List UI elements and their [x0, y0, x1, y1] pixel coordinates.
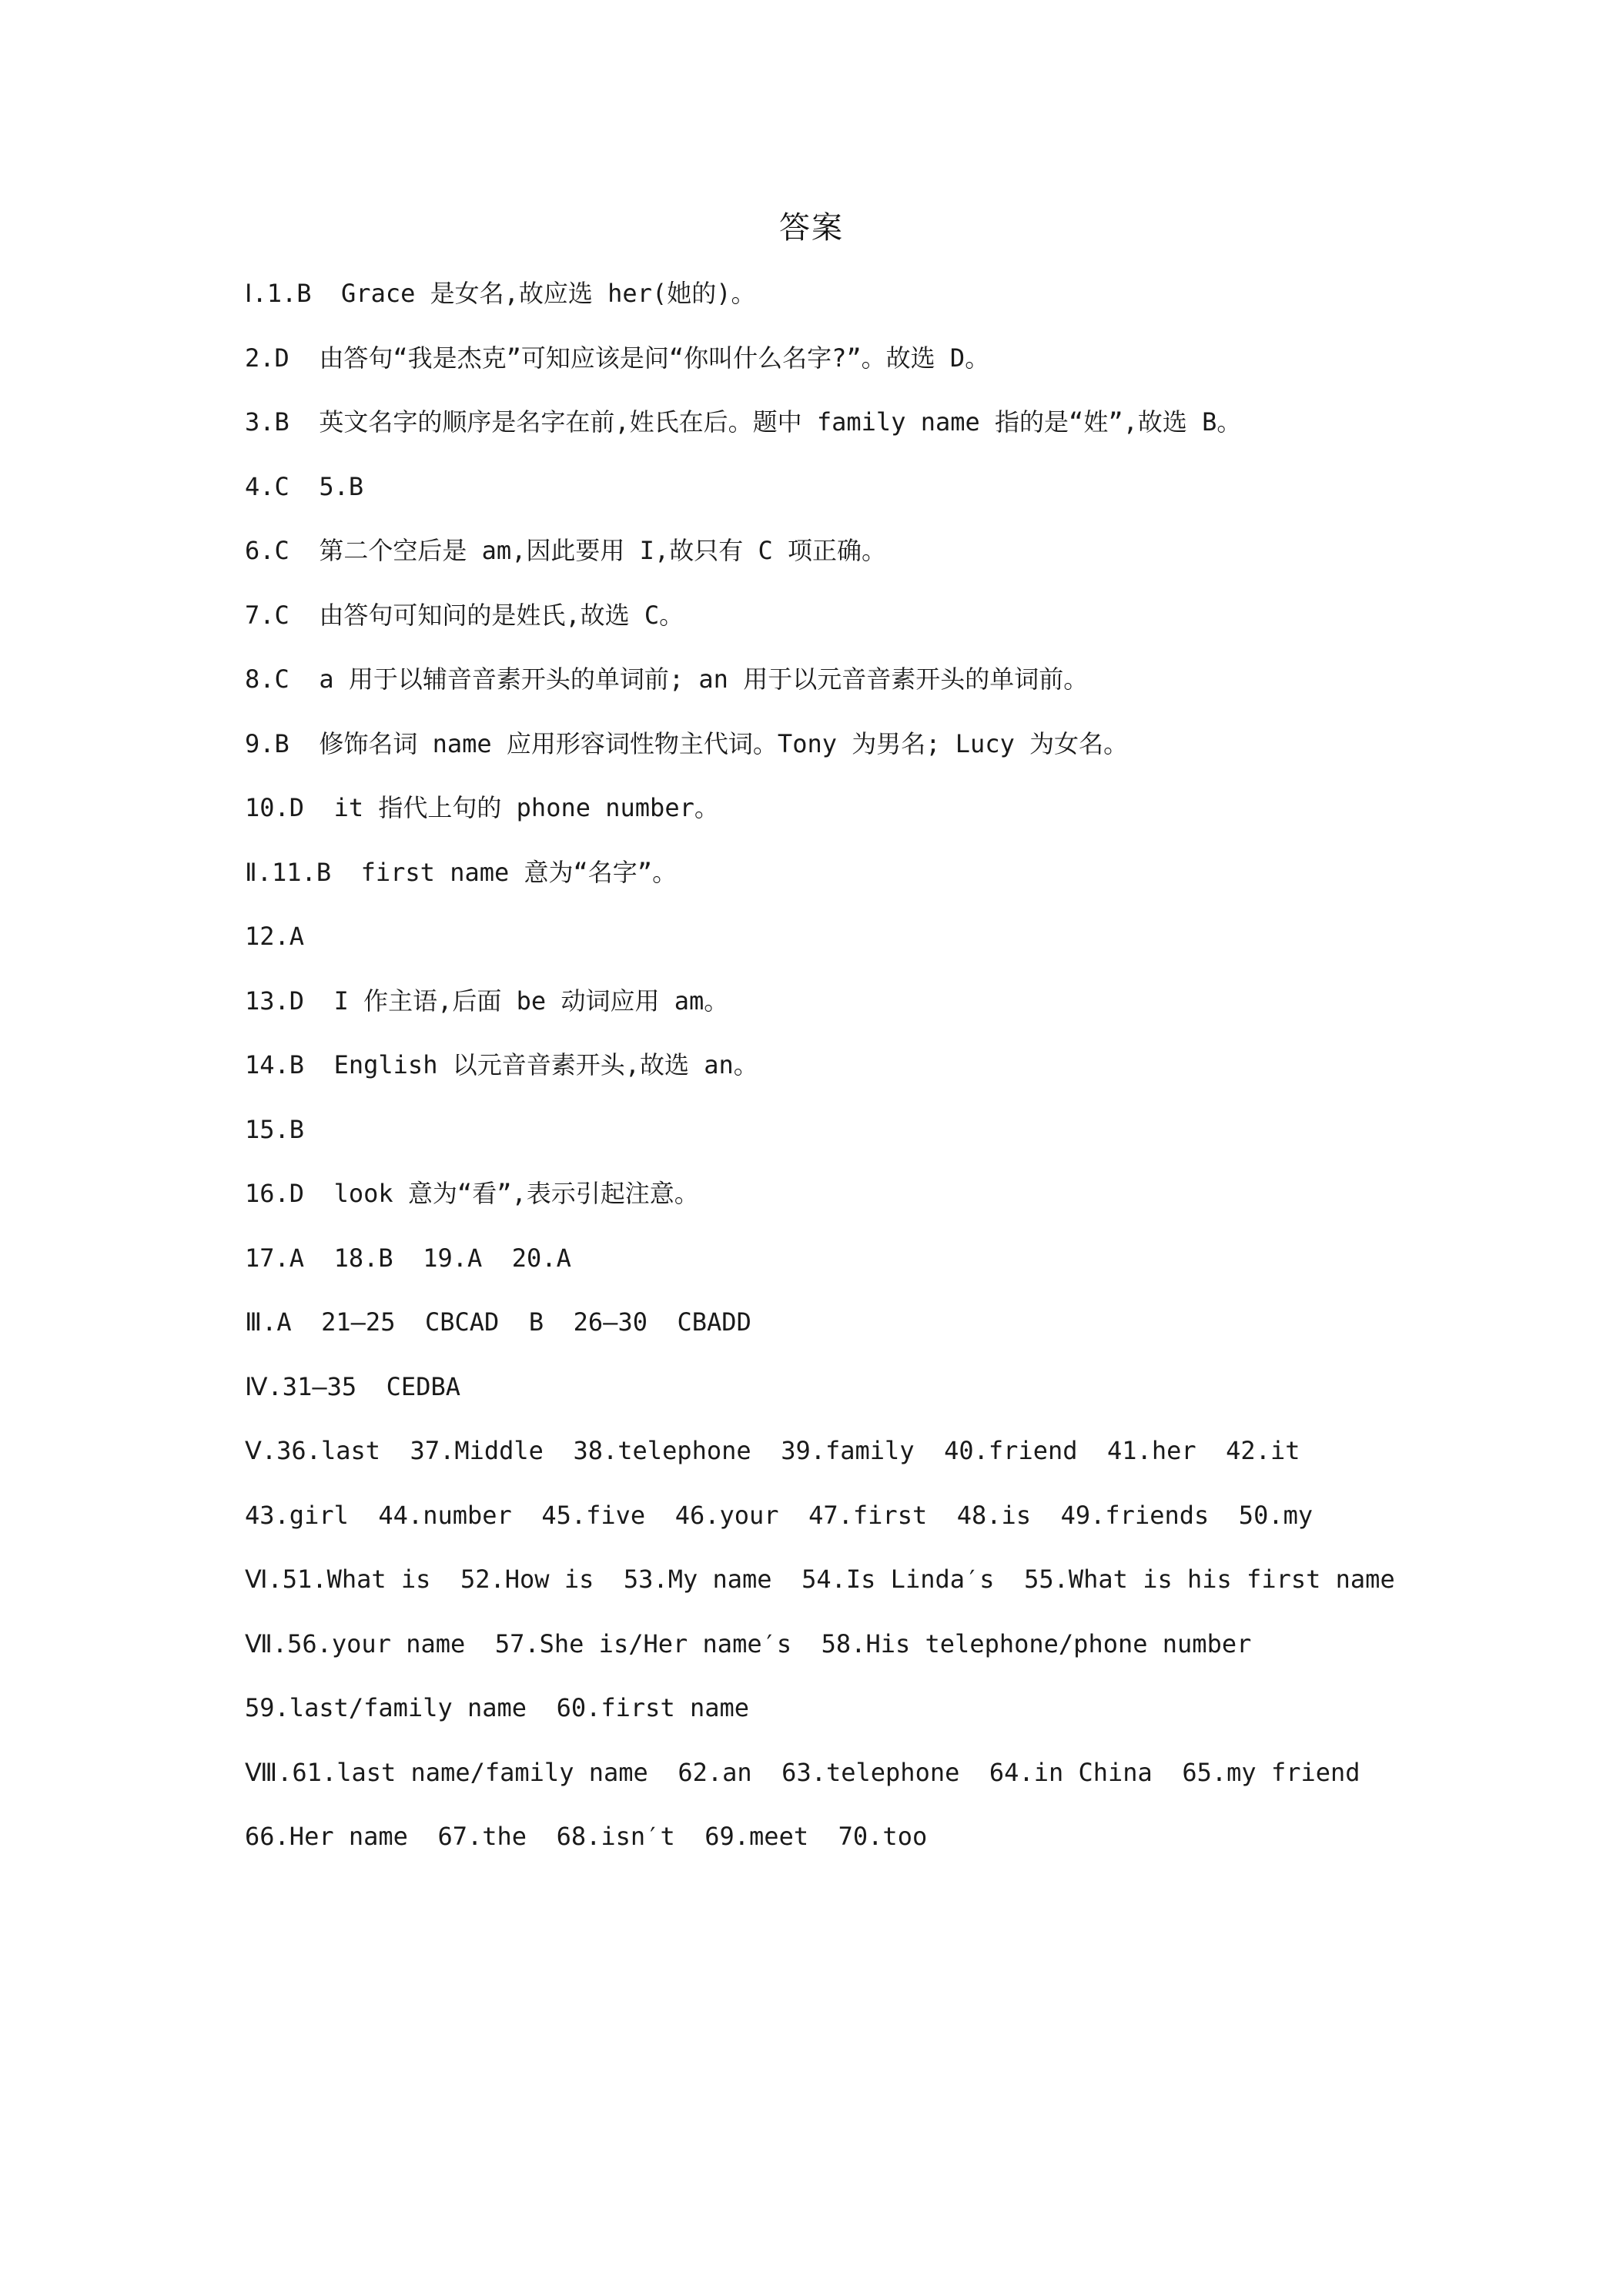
answer-line: 14.B English 以元音音素开头,故选 an。: [245, 1050, 758, 1079]
answer-line: 7.C 由答句可知问的是姓氏,故选 C。: [245, 600, 684, 630]
answer-line: 8.C a 用于以辅音音素开头的单词前; an 用于以元音音素开头的单词前。: [245, 664, 1089, 694]
answer-list: [245, 274, 1569, 1882]
answer-line: Ⅰ.1.B Grace 是女名,故应选 her(她的)。: [245, 279, 756, 308]
answer-line: 10.D it 指代上句的 phone number。: [245, 793, 719, 822]
answer-line: Ⅶ.56.your name 57.She is/Her name′s 58.His telephone/phone number: [245, 1628, 1252, 1658]
answer-line: 6.C 第二个空后是 am,因此要用 I,故只有 C 项正确。: [245, 536, 886, 565]
answer-line: 59.last/family name 60.first name: [245, 1693, 750, 1722]
answer-line: Ⅵ.51.What is 52.How is 53.My name 54.Is Linda′s 55.What is his first name: [245, 1565, 1395, 1594]
page-title: 答案: [779, 210, 844, 246]
answer-line: 16.D look 意为“看”,表示引起注意。: [245, 1179, 699, 1208]
answer-line: Ⅳ.31—35 CEDBA: [245, 1371, 460, 1401]
answer-line: 2.D 由答句“我是杰克”可知应该是问“你叫什么名字?”。故选 D。: [245, 343, 990, 373]
answer-line: 15.B: [245, 1114, 305, 1144]
answer-line: Ⅲ.A 21—25 CBCAD B 26—30 CBADD: [245, 1307, 751, 1337]
answer-line: 12.A: [245, 922, 305, 951]
answer-line: 4.C 5.B: [245, 471, 364, 501]
answer-line: Ⅷ.61.last name/family name 62.an 63.telephone 64.in China 65.my friend: [245, 1757, 1360, 1787]
answer-line: 66.Her name 67.the 68.isn′t 69.meet 70.too: [245, 1822, 928, 1851]
answer-line: 17.A 18.B 19.A 20.A: [245, 1243, 571, 1273]
answer-line: Ⅱ.11.B first name 意为“名字”。: [245, 857, 678, 887]
answer-line: 3.B 英文名字的顺序是名字在前,姓氏在后。题中 family name 指的是“姓”,故选 B。: [245, 407, 1242, 437]
answer-line: 9.B 修饰名词 name 应用形容词性物主代词。Tony 为男名; Lucy 为女名。: [245, 728, 1129, 758]
answer-line: Ⅴ.36.last 37.Middle 38.telephone 39.family 40.friend 41.her 42.it: [245, 1436, 1300, 1465]
answer-line: 13.D I 作主语,后面 be 动词应用 am。: [245, 986, 729, 1016]
answer-line: 43.girl 44.number 45.five 46.your 47.first 48.is 49.friends 50.my: [245, 1500, 1313, 1530]
